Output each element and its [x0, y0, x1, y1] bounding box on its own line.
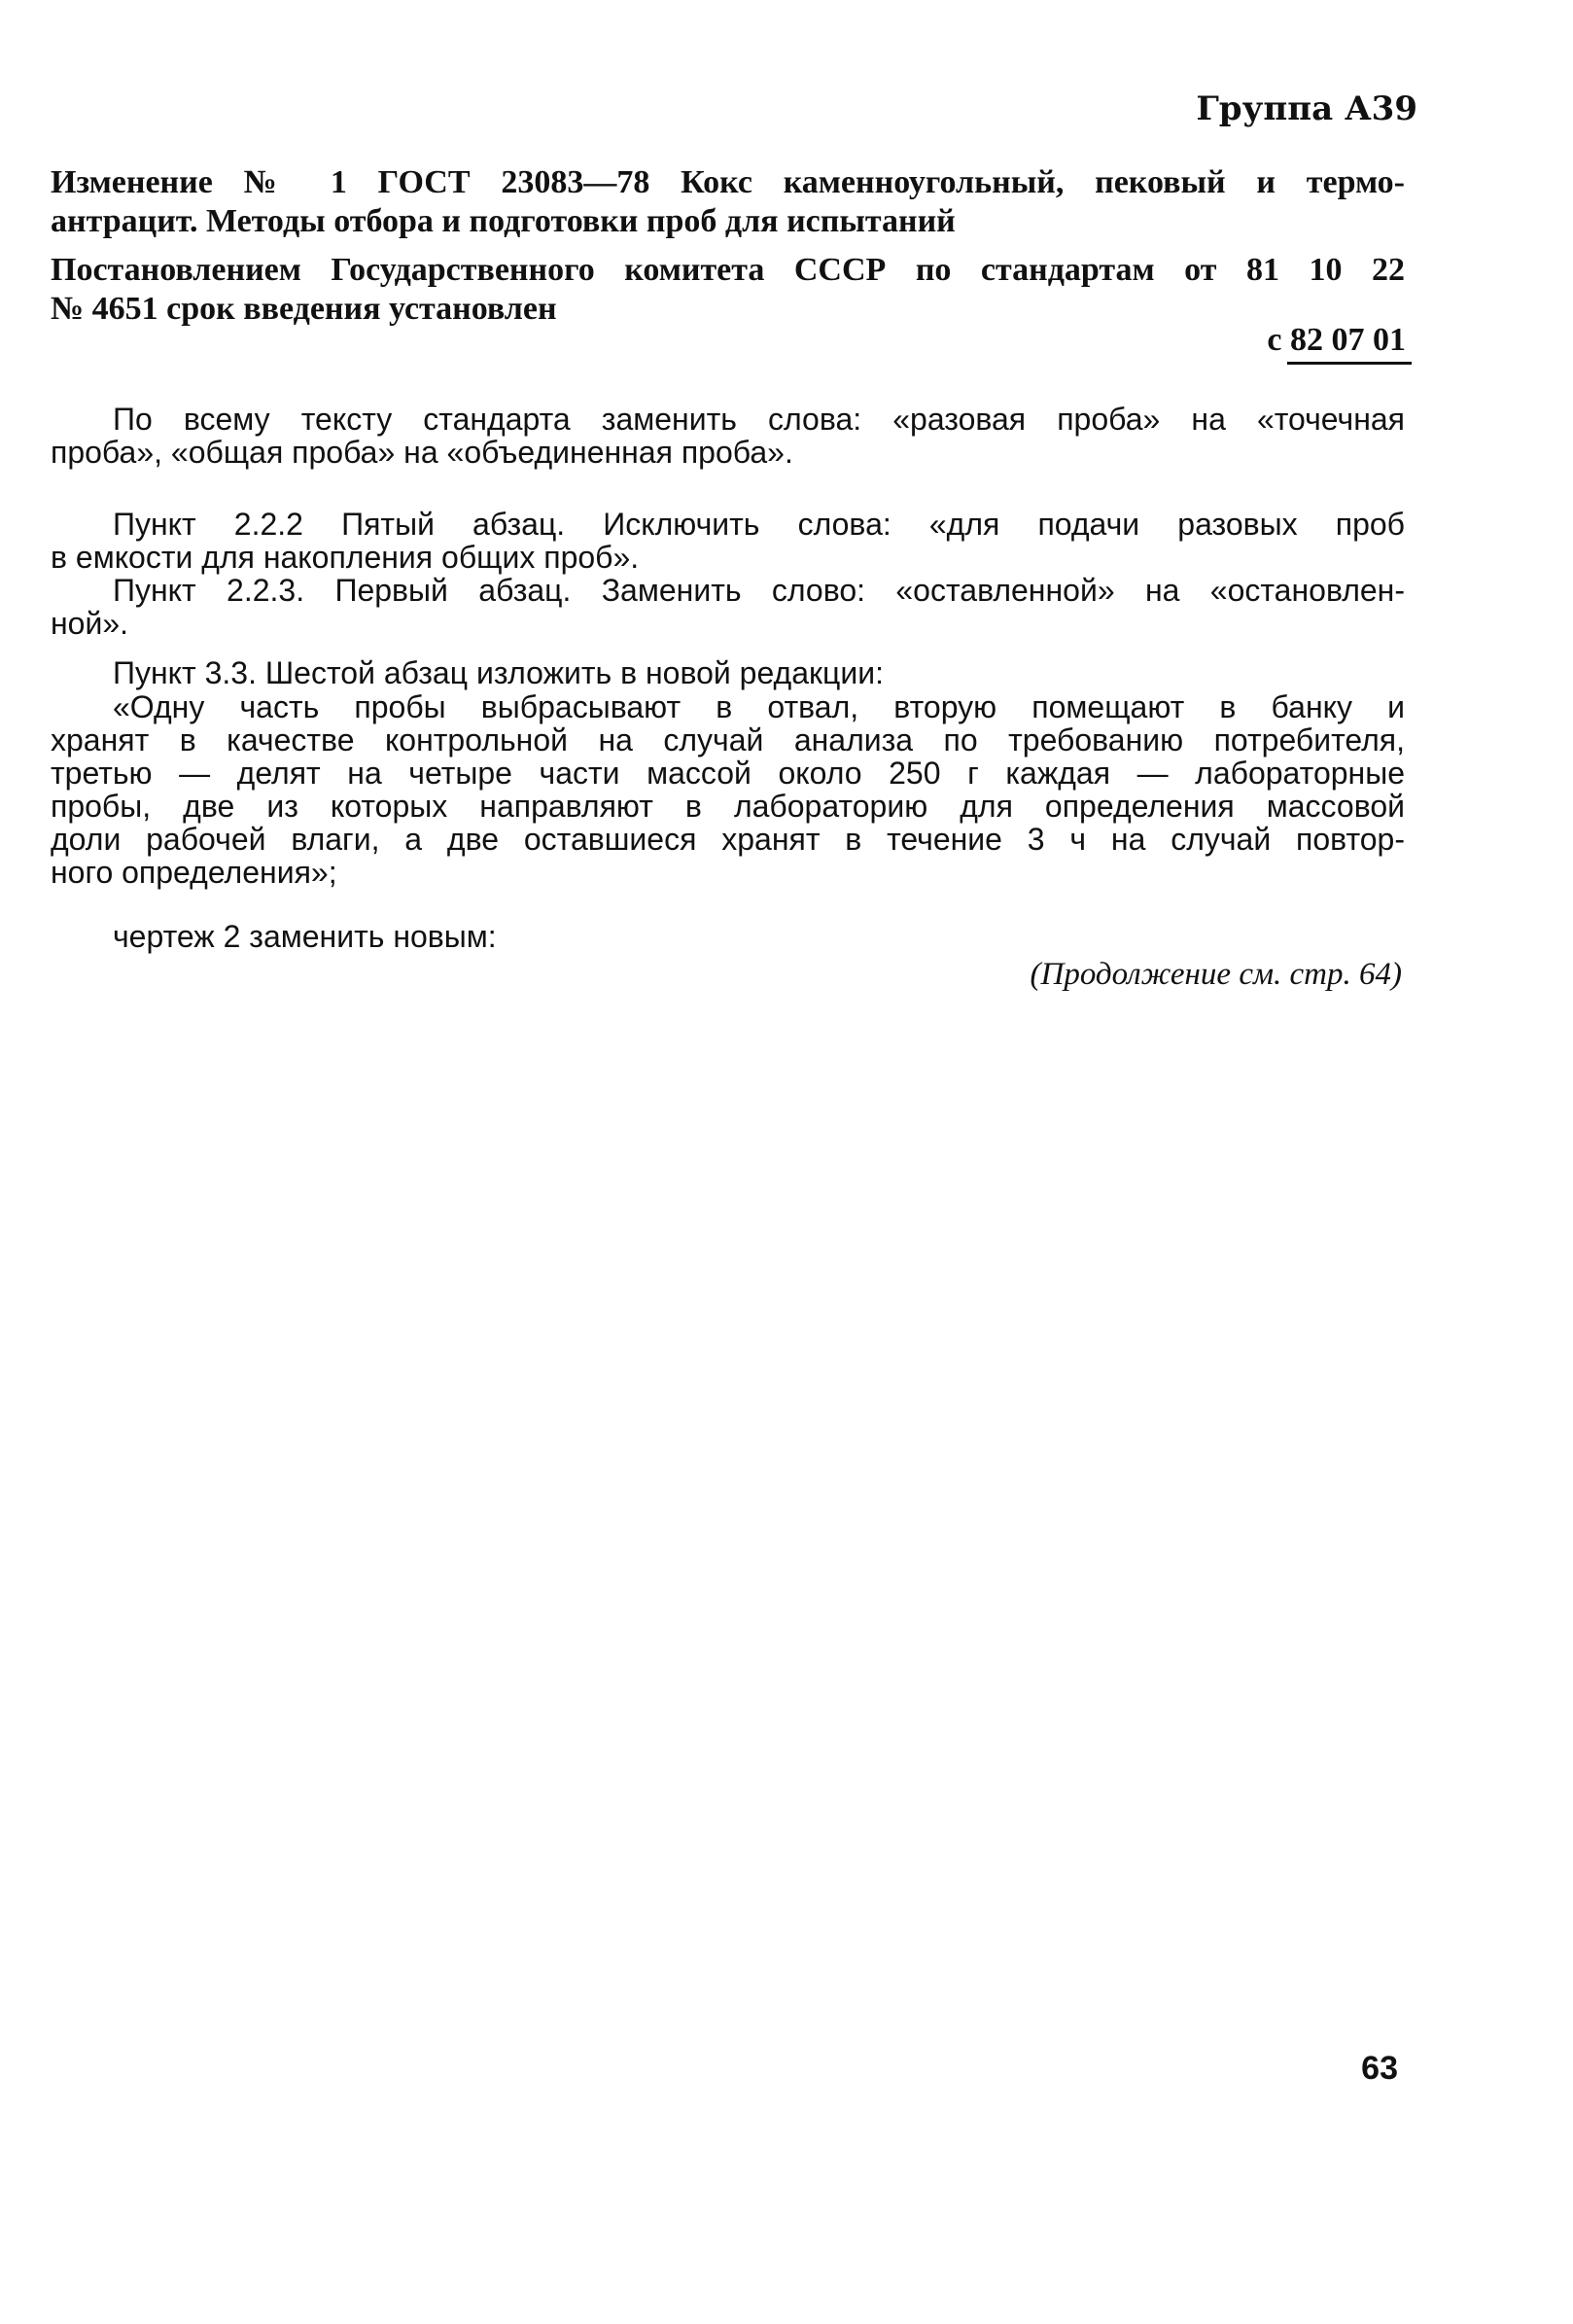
page-number: 63	[1361, 2050, 1398, 2087]
date-underline	[1287, 362, 1412, 365]
continuation-note: (Продолжение см. стр. 64)	[1030, 957, 1402, 992]
paragraph-new-wording	[51, 690, 1405, 889]
paragraph-line: проба», «общая проба» на «объединенная проба».	[51, 435, 793, 470]
resolution-line-2: № 4651 срок введения установлен	[51, 291, 557, 327]
paragraph-line: ного определения»;	[51, 855, 337, 890]
change-title-line-1: Изменение № 1 ГОСТ 23083—78 Кокс каменноугольный, пековый и термо-	[51, 164, 1405, 200]
paragraph-line: Пункт 2.2.3. Первый абзац. Заменить слово: «оставленной» на «остановлен-	[113, 573, 1405, 608]
paragraph-clause-2-2-2	[51, 508, 1405, 574]
paragraph-replace-terms	[51, 403, 1405, 469]
change-title-line-2: антрацит. Методы отбора и подготовки проб для испытаний	[51, 203, 956, 239]
resolution-statement	[51, 251, 1405, 329]
group-code: Группа А39	[1196, 89, 1417, 128]
resolution-line-1: Постановлением Государственного комитета СССР по стандартам от 81 10 22	[51, 252, 1405, 288]
paragraph-line: По всему тексту стандарта заменить слова: «разовая проба» на «точечная	[113, 402, 1405, 437]
paragraph-drawing-replacement	[51, 920, 1405, 953]
paragraph-clause-3-3	[51, 656, 1405, 689]
paragraph-line: «Одну часть пробы выбрасывают в отвал, вторую помещают в банку и	[113, 689, 1405, 724]
paragraph-line: в емкости для накопления общих проб».	[51, 540, 640, 575]
paragraph-line: ной».	[51, 606, 129, 641]
paragraph-line: Пункт 2.2.2 Пятый абзац. Исключить слова: «для подачи разовых проб	[113, 507, 1405, 542]
paragraph-line: Пункт 3.3. Шестой абзац изложить в новой редакции:	[113, 655, 884, 690]
paragraph-line: чертеж 2 заменить новым:	[113, 919, 497, 954]
paragraph-line: пробы, две из которых направляют в лабораторию для определения массовой	[51, 789, 1405, 824]
paragraph-line: хранят в качестве контрольной на случай анализа по требованию потребителя,	[51, 722, 1405, 757]
paragraph-line: доли рабочей влаги, а две оставшиеся хранят в течение 3 ч на случай повтор-	[51, 822, 1405, 857]
change-title	[51, 163, 1405, 241]
paragraph-clause-2-2-3	[51, 574, 1405, 640]
effective-date: с 82 07 01	[1267, 322, 1406, 358]
paragraph-line: третью — делят на четыре части массой около 250 г каждая — лабораторные	[51, 756, 1405, 791]
